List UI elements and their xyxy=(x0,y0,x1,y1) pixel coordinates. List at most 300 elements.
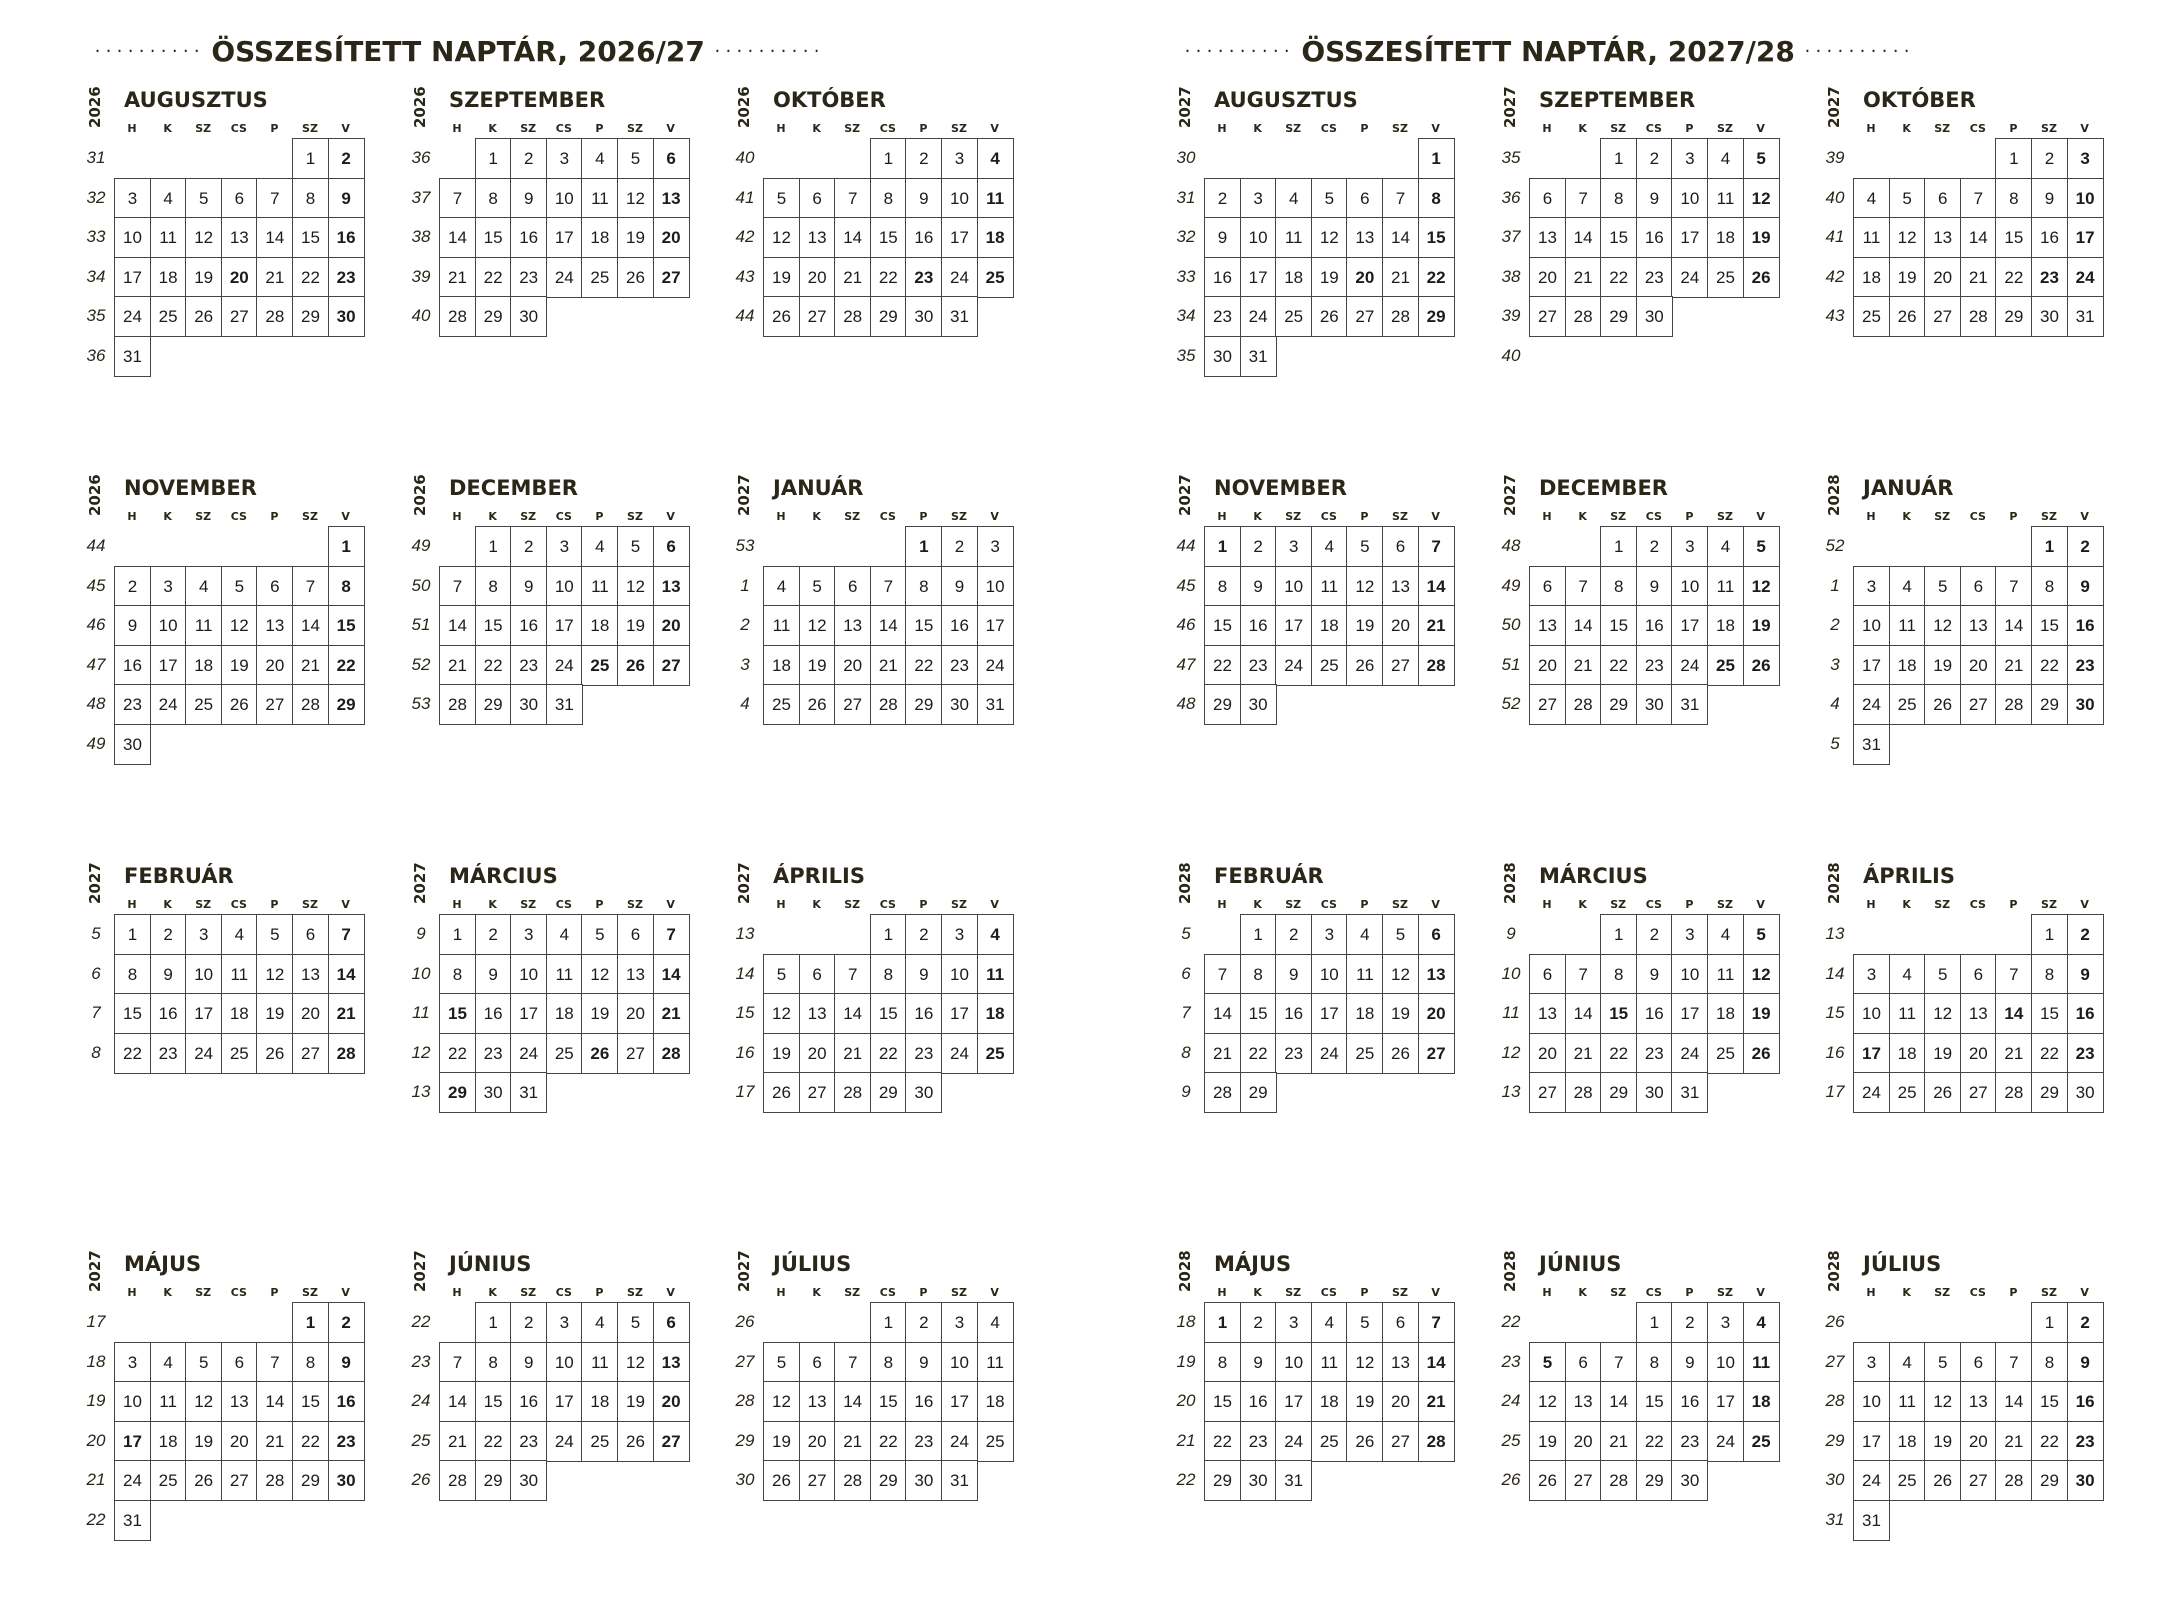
day-cell: 5 xyxy=(1311,178,1348,219)
day-cell: 2 xyxy=(510,526,547,567)
day-cell: 19 xyxy=(1889,257,1926,298)
weekday-header: P xyxy=(919,1286,928,1299)
day-cell: 21 xyxy=(834,1033,871,1074)
weekday-header: CS xyxy=(879,122,896,135)
day-cell: 15 xyxy=(1600,217,1637,258)
day-cell: 17 xyxy=(1853,1421,1890,1462)
month-name: JANUÁR xyxy=(1863,476,1954,500)
day-cell: 15 xyxy=(475,605,512,646)
day-cell: 28 xyxy=(439,1460,476,1501)
day-cell: 25 xyxy=(1707,1033,1744,1074)
week-number: 30 xyxy=(1176,148,1196,167)
day-cell: 20 xyxy=(617,993,654,1034)
weekday-header: SZ xyxy=(2041,510,2057,523)
day-cell: 9 xyxy=(328,1342,365,1383)
day-cell: 31 xyxy=(1671,1072,1708,1113)
day-cell: 4 xyxy=(1275,178,1312,219)
week-number: 14 xyxy=(735,963,755,983)
month-name: MÁJUS xyxy=(1214,1252,1292,1276)
week-number: 32 xyxy=(1176,227,1196,247)
week-number: 46 xyxy=(1176,615,1196,635)
day-cell: 13 xyxy=(1529,217,1566,258)
day-cell: 2 xyxy=(114,566,151,607)
day-cell: 11 xyxy=(581,566,618,607)
day-cell: 14 xyxy=(870,605,907,646)
day-cell: 27 xyxy=(1346,296,1383,337)
month-block xyxy=(1172,84,1472,414)
week-number: 21 xyxy=(1176,1430,1196,1450)
week-number: 45 xyxy=(1176,575,1196,595)
day-cell: 10 xyxy=(114,1381,151,1422)
day-cell: 14 xyxy=(1565,217,1602,258)
day-cell: 2 xyxy=(2067,526,2104,567)
day-cell: 17 xyxy=(1275,1381,1312,1422)
month-block xyxy=(1172,1248,1472,1578)
week-number: 48 xyxy=(86,694,106,714)
week-number: 34 xyxy=(1176,306,1196,326)
weekday-header: CS xyxy=(555,510,572,523)
week-number: 1 xyxy=(740,575,750,595)
day-cell: 12 xyxy=(1311,217,1348,258)
day-cell: 23 xyxy=(2067,645,2104,686)
year-label: 2028 xyxy=(1825,1250,1843,1292)
week-number: 16 xyxy=(1825,1042,1845,1062)
day-cell: 7 xyxy=(1418,526,1455,567)
day-cell: 16 xyxy=(1636,993,1673,1034)
day-cell: 23 xyxy=(1204,296,1241,337)
day-cell: 19 xyxy=(1311,257,1348,298)
day-cell: 9 xyxy=(510,1342,547,1383)
day-cell: 9 xyxy=(1636,566,1673,607)
day-cell: 10 xyxy=(546,1342,583,1383)
day-cell: 12 xyxy=(1743,178,1780,219)
month-name: ÁPRILIS xyxy=(773,864,865,888)
month-block xyxy=(1821,860,2121,1190)
day-cell: 16 xyxy=(1275,993,1312,1034)
weekday-header: H xyxy=(1542,510,1552,523)
weekday-header: H xyxy=(1542,1286,1552,1299)
day-cell: 15 xyxy=(475,1381,512,1422)
day-cell: 11 xyxy=(1311,566,1348,607)
day-cell: 29 xyxy=(1240,1072,1277,1113)
day-cell: 16 xyxy=(114,645,151,686)
day-cell: 28 xyxy=(292,684,329,725)
day-cell: 28 xyxy=(1565,1072,1602,1113)
day-cell: 27 xyxy=(1382,645,1419,686)
day-cell: 20 xyxy=(834,645,871,686)
day-cell: 10 xyxy=(1671,954,1708,995)
weekday-header: V xyxy=(990,122,999,135)
day-cell: 11 xyxy=(1346,954,1383,995)
week-number: 33 xyxy=(1176,266,1196,286)
day-cell: 28 xyxy=(439,296,476,337)
week-number: 17 xyxy=(1825,1082,1845,1102)
day-cell: 29 xyxy=(1636,1460,1673,1501)
week-number: 4 xyxy=(740,694,750,714)
week-number: 13 xyxy=(411,1082,431,1102)
day-cell: 5 xyxy=(1743,526,1780,567)
year-label: 2027 xyxy=(1825,86,1843,128)
day-cell: 16 xyxy=(510,1381,547,1422)
week-number: 26 xyxy=(735,1312,755,1331)
day-cell: 27 xyxy=(799,296,836,337)
month-name: MÁRCIUS xyxy=(449,864,558,888)
day-cell: 17 xyxy=(1311,993,1348,1034)
weekday-header: K xyxy=(812,510,821,523)
day-cell: 9 xyxy=(114,605,151,646)
day-cell: 18 xyxy=(1889,1421,1926,1462)
day-cell: 15 xyxy=(905,605,942,646)
weekday-header: K xyxy=(1253,898,1262,911)
week-number: 37 xyxy=(411,187,431,207)
day-cell: 20 xyxy=(799,257,836,298)
day-cell: 13 xyxy=(292,954,329,995)
day-cell: 28 xyxy=(1418,1421,1455,1462)
weekday-header: H xyxy=(1866,898,1876,911)
weekday-header: SZ xyxy=(302,1286,318,1299)
day-cell: 25 xyxy=(763,684,800,725)
day-cell: 19 xyxy=(1346,605,1383,646)
day-cell: 6 xyxy=(1960,954,1997,995)
day-cell: 19 xyxy=(1743,605,1780,646)
day-cell: 29 xyxy=(475,1460,512,1501)
day-cell: 21 xyxy=(834,257,871,298)
day-cell: 29 xyxy=(1600,296,1637,337)
day-cell: 26 xyxy=(1743,1033,1780,1074)
day-cell: 20 xyxy=(1418,993,1455,1034)
day-cell: 23 xyxy=(328,257,365,298)
day-cell: 24 xyxy=(2067,257,2104,298)
day-cell: 17 xyxy=(546,217,583,258)
weekday-header: V xyxy=(666,1286,675,1299)
day-cell: 21 xyxy=(1418,1381,1455,1422)
day-cell: 23 xyxy=(905,1033,942,1074)
day-cell: 12 xyxy=(185,1381,222,1422)
week-number: 18 xyxy=(86,1351,106,1371)
weekday-header: CS xyxy=(1969,898,1986,911)
week-number: 10 xyxy=(411,963,431,983)
day-cell: 13 xyxy=(799,217,836,258)
week-number: 27 xyxy=(1825,1351,1845,1371)
day-cell: 26 xyxy=(185,296,222,337)
weekday-header: H xyxy=(1217,1286,1227,1299)
day-cell: 2 xyxy=(1240,1302,1277,1343)
weekday-header: V xyxy=(2080,122,2089,135)
weekday-header: K xyxy=(488,510,497,523)
week-number: 29 xyxy=(735,1430,755,1450)
week-number: 22 xyxy=(86,1510,106,1529)
week-number: 5 xyxy=(1830,734,1840,753)
weekday-header: P xyxy=(270,898,279,911)
weekday-header: SZ xyxy=(1392,1286,1408,1299)
day-cell: 6 xyxy=(653,526,690,567)
day-cell: 10 xyxy=(1671,178,1708,219)
day-cell: 7 xyxy=(1995,566,2032,607)
day-cell: 25 xyxy=(977,257,1014,298)
day-cell: 21 xyxy=(653,993,690,1034)
day-cell: 9 xyxy=(1636,954,1673,995)
day-cell: 26 xyxy=(1529,1460,1566,1501)
day-cell: 24 xyxy=(546,645,583,686)
weekday-header: H xyxy=(452,510,462,523)
year-label: 2028 xyxy=(1825,862,1843,904)
day-cell: 17 xyxy=(1671,993,1708,1034)
day-cell: 20 xyxy=(653,217,690,258)
month-block xyxy=(407,84,707,414)
day-cell: 3 xyxy=(1853,566,1890,607)
day-cell: 25 xyxy=(1889,684,1926,725)
day-cell: 16 xyxy=(2067,993,2104,1034)
weekday-header: H xyxy=(452,122,462,135)
day-cell: 14 xyxy=(834,217,871,258)
day-cell: 13 xyxy=(834,605,871,646)
day-cell: 1 xyxy=(1636,1302,1673,1343)
day-cell: 21 xyxy=(328,993,365,1034)
day-cell: 23 xyxy=(114,684,151,725)
week-number: 39 xyxy=(411,266,431,286)
day-cell: 1 xyxy=(1240,914,1277,955)
week-number: 52 xyxy=(1501,694,1521,714)
day-cell: 15 xyxy=(1636,1381,1673,1422)
day-cell: 10 xyxy=(941,178,978,219)
day-cell: 23 xyxy=(475,1033,512,1074)
day-cell: 8 xyxy=(292,1342,329,1383)
month-block xyxy=(1497,472,1797,802)
day-cell: 30 xyxy=(328,296,365,337)
day-cell: 11 xyxy=(977,1342,1014,1383)
day-cell: 26 xyxy=(1743,257,1780,298)
weekday-header: K xyxy=(163,898,172,911)
weekday-header: CS xyxy=(1969,122,1986,135)
day-cell: 14 xyxy=(439,605,476,646)
year-label: 2028 xyxy=(1501,862,1519,904)
day-cell: 25 xyxy=(581,645,618,686)
day-cell: 13 xyxy=(1346,217,1383,258)
week-number: 40 xyxy=(1501,346,1521,365)
day-cell: 18 xyxy=(1743,1381,1780,1422)
day-cell: 1 xyxy=(2031,1302,2068,1343)
day-cell: 13 xyxy=(653,1342,690,1383)
day-cell: 6 xyxy=(1960,1342,1997,1383)
day-cell: 21 xyxy=(439,645,476,686)
day-cell: 3 xyxy=(1671,914,1708,955)
weekday-header: K xyxy=(1578,510,1587,523)
month-name: AUGUSZTUS xyxy=(124,88,268,112)
day-cell: 3 xyxy=(1275,526,1312,567)
day-cell: 5 xyxy=(1924,566,1961,607)
day-cell: 21 xyxy=(1995,1033,2032,1074)
day-cell: 1 xyxy=(1600,138,1637,179)
year-label: 2027 xyxy=(86,862,104,904)
day-cell: 30 xyxy=(1636,296,1673,337)
day-cell: 19 xyxy=(763,1421,800,1462)
day-cell: 30 xyxy=(1204,336,1241,377)
day-cell: 10 xyxy=(185,954,222,995)
day-cell: 27 xyxy=(1418,1033,1455,1074)
day-cell: 25 xyxy=(977,1033,1014,1074)
day-cell: 21 xyxy=(439,1421,476,1462)
weekday-header: SZ xyxy=(1285,898,1302,911)
day-cell: 10 xyxy=(2067,178,2104,219)
day-cell: 5 xyxy=(1889,178,1926,219)
weekday-header: CS xyxy=(1320,898,1337,911)
day-cell: 5 xyxy=(581,914,618,955)
day-cell: 17 xyxy=(941,1381,978,1422)
weekday-header: H xyxy=(127,1286,137,1299)
day-cell: 13 xyxy=(1529,605,1566,646)
day-cell: 25 xyxy=(1346,1033,1383,1074)
day-cell: 27 xyxy=(221,1460,258,1501)
week-number: 20 xyxy=(1176,1391,1196,1411)
day-cell: 16 xyxy=(2067,1381,2104,1422)
day-cell: 27 xyxy=(653,1421,690,1462)
week-number: 25 xyxy=(1501,1430,1521,1450)
weekday-header: SZ xyxy=(1610,898,1627,911)
day-cell: 10 xyxy=(1671,566,1708,607)
week-number: 51 xyxy=(1501,654,1521,674)
day-cell: 11 xyxy=(581,1342,618,1383)
weekday-header: K xyxy=(488,122,497,135)
day-cell: 25 xyxy=(185,684,222,725)
day-cell: 18 xyxy=(546,993,583,1034)
day-cell: 10 xyxy=(1707,1342,1744,1383)
day-cell: 17 xyxy=(1707,1381,1744,1422)
day-cell: 11 xyxy=(763,605,800,646)
day-cell: 14 xyxy=(1960,217,1997,258)
day-cell: 3 xyxy=(1671,526,1708,567)
day-cell: 4 xyxy=(150,178,187,219)
day-cell: 6 xyxy=(221,1342,258,1383)
day-cell: 11 xyxy=(1889,605,1926,646)
day-cell: 28 xyxy=(1418,645,1455,686)
day-cell: 23 xyxy=(1240,1421,1277,1462)
day-cell: 31 xyxy=(2067,296,2104,337)
day-cell: 7 xyxy=(439,566,476,607)
month-name: NOVEMBER xyxy=(1214,476,1347,500)
day-cell: 24 xyxy=(1240,296,1277,337)
day-cell: 26 xyxy=(763,1072,800,1113)
day-cell: 12 xyxy=(185,217,222,258)
day-cell: 3 xyxy=(1707,1302,1744,1343)
day-cell: 26 xyxy=(763,296,800,337)
day-cell: 28 xyxy=(1960,296,1997,337)
week-number: 13 xyxy=(735,924,755,943)
day-cell: 30 xyxy=(2067,1460,2104,1501)
week-number: 22 xyxy=(1501,1312,1521,1331)
week-number: 31 xyxy=(86,148,106,167)
weekday-header: CS xyxy=(230,898,247,911)
day-cell: 16 xyxy=(510,217,547,258)
week-number: 42 xyxy=(735,227,755,247)
day-cell: 14 xyxy=(834,1381,871,1422)
day-cell: 30 xyxy=(905,1460,942,1501)
weekday-header: K xyxy=(1578,1286,1587,1299)
day-cell: 16 xyxy=(2067,605,2104,646)
day-cell: 20 xyxy=(1382,1381,1419,1422)
weekday-header: SZ xyxy=(302,510,318,523)
day-cell: 29 xyxy=(870,1072,907,1113)
week-number: 51 xyxy=(411,615,431,635)
year-label: 2027 xyxy=(1176,474,1194,516)
day-cell: 19 xyxy=(185,257,222,298)
week-number: 7 xyxy=(91,1003,101,1023)
day-cell: 9 xyxy=(510,178,547,219)
day-cell: 21 xyxy=(1418,605,1455,646)
week-number: 17 xyxy=(735,1082,755,1102)
day-cell: 13 xyxy=(1529,993,1566,1034)
day-cell: 11 xyxy=(1889,993,1926,1034)
day-cell: 7 xyxy=(1995,1342,2032,1383)
day-cell: 28 xyxy=(1600,1460,1637,1501)
day-cell: 7 xyxy=(256,1342,293,1383)
day-cell: 30 xyxy=(1636,684,1673,725)
week-number: 18 xyxy=(1176,1312,1196,1331)
day-cell: 28 xyxy=(439,684,476,725)
day-cell: 18 xyxy=(1707,605,1744,646)
day-cell: 2 xyxy=(475,914,512,955)
day-cell: 19 xyxy=(1529,1421,1566,1462)
day-cell: 29 xyxy=(439,1072,476,1113)
weekday-header: H xyxy=(127,510,137,523)
day-cell: 26 xyxy=(581,1033,618,1074)
day-cell: 11 xyxy=(1707,566,1744,607)
day-cell: 25 xyxy=(1707,257,1744,298)
day-cell: 6 xyxy=(1418,914,1455,955)
day-cell: 29 xyxy=(1204,684,1241,725)
day-cell: 4 xyxy=(1853,178,1890,219)
day-cell: 8 xyxy=(1600,178,1637,219)
weekday-header: P xyxy=(1685,122,1694,135)
day-cell: 30 xyxy=(1636,1072,1673,1113)
day-cell: 21 xyxy=(1565,1033,1602,1074)
weekday-header: K xyxy=(488,898,497,911)
day-cell: 2 xyxy=(905,914,942,955)
month-name: JÚNIUS xyxy=(1539,1252,1622,1276)
day-cell: 3 xyxy=(2067,138,2104,179)
day-cell: 24 xyxy=(1853,1072,1890,1113)
day-cell: 20 xyxy=(1565,1421,1602,1462)
weekday-header: SZ xyxy=(520,898,537,911)
day-cell: 30 xyxy=(941,684,978,725)
day-cell: 29 xyxy=(292,1460,329,1501)
weekday-header: SZ xyxy=(844,898,861,911)
day-cell: 17 xyxy=(546,1381,583,1422)
day-cell: 7 xyxy=(834,1342,871,1383)
day-cell: 20 xyxy=(292,993,329,1034)
day-cell: 26 xyxy=(1382,1033,1419,1074)
day-cell: 9 xyxy=(510,566,547,607)
day-cell: 7 xyxy=(1995,954,2032,995)
day-cell: 19 xyxy=(185,1421,222,1462)
week-number: 50 xyxy=(1501,615,1521,635)
day-cell: 10 xyxy=(150,605,187,646)
day-cell: 28 xyxy=(1995,1460,2032,1501)
day-cell: 24 xyxy=(114,296,151,337)
day-cell: 27 xyxy=(799,1072,836,1113)
week-number: 31 xyxy=(1825,1510,1845,1529)
day-cell: 8 xyxy=(328,566,365,607)
day-cell: 20 xyxy=(799,1033,836,1074)
month-name: AUGUSZTUS xyxy=(1214,88,1358,112)
weekday-header: SZ xyxy=(1717,122,1733,135)
day-cell: 29 xyxy=(475,296,512,337)
weekday-header: SZ xyxy=(1285,1286,1302,1299)
day-cell: 21 xyxy=(292,645,329,686)
month-block xyxy=(731,472,1031,802)
day-cell: 21 xyxy=(870,645,907,686)
day-cell: 14 xyxy=(1418,566,1455,607)
month-name: JÚNIUS xyxy=(449,1252,532,1276)
